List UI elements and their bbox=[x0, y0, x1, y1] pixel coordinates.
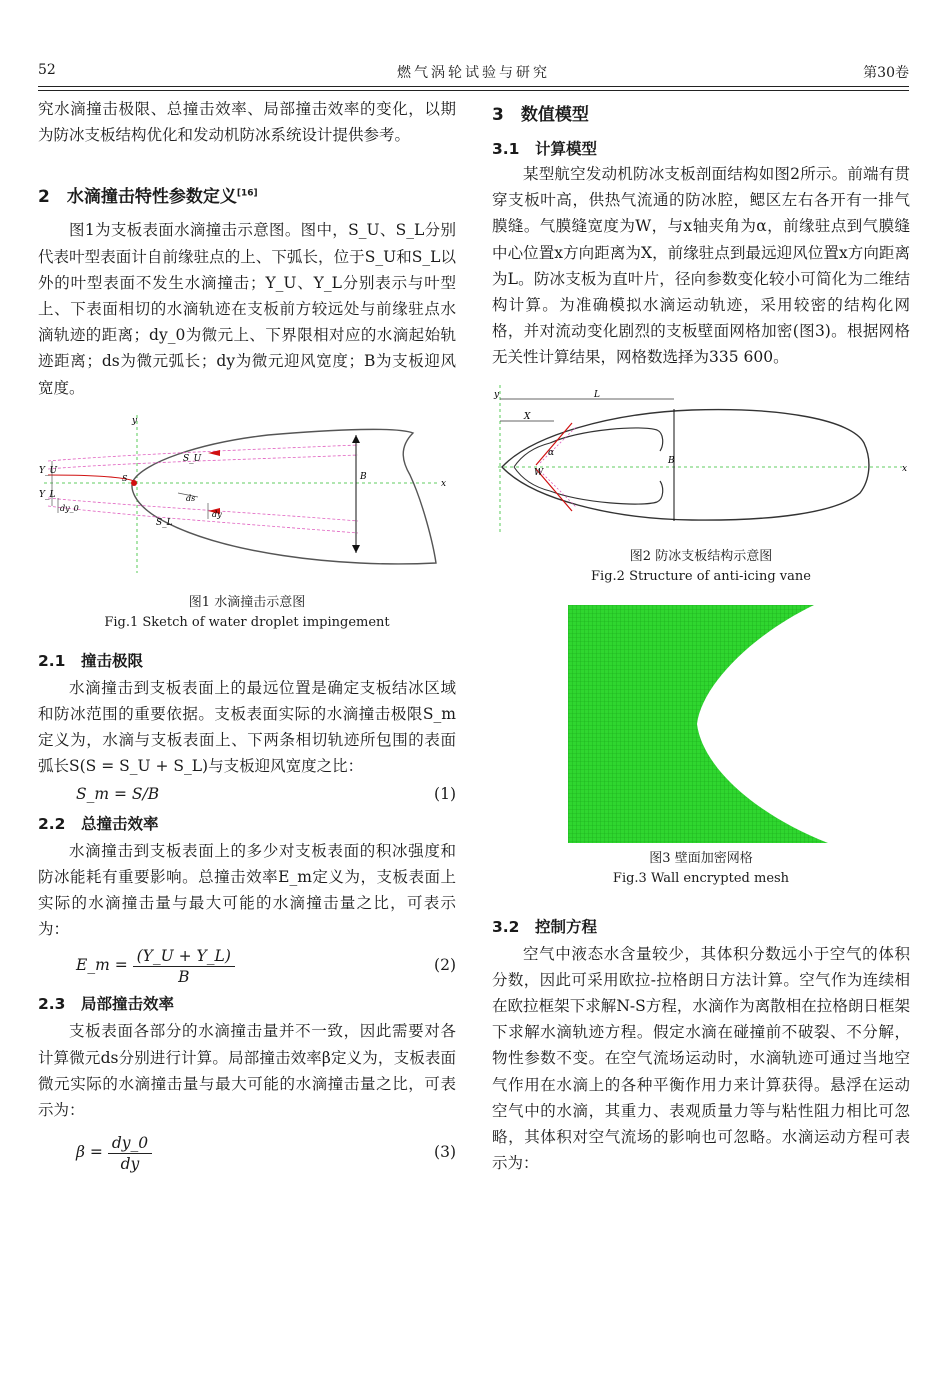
fig2-x-axis-label: x bbox=[902, 463, 908, 474]
section-2-3-paragraph: 支板表面各部分的水滴撞击量并不一致，因此需要对各计算微元ds分别进行计算。局部撞击效率β定义为，支板表面微元实际的水滴撞击量与最大可能的水滴撞击量之比，可表示为： bbox=[38, 1022, 456, 1120]
journal-title: 燃气涡轮试验与研究 bbox=[397, 65, 550, 81]
section-3-title: 3 数值模型 bbox=[492, 105, 589, 125]
fig2-caption-en: Fig.2 Structure of anti-icing vane bbox=[591, 568, 811, 584]
section-3-1-paragraph: 某型航空发动机防冰支板剖面结构如图2所示。前端有贯穿支板叶高，供热气流通的防冰腔，鳃区左右各开有一排气膜缝。气膜缝宽度为W，与x轴夹角为α，前缘驻点到气膜缝中心位置x方向距离为X，前缘驻点到最远迎风位置x方向距离为L。防冰支板为直叶片，径向参数变化较小可简化为二维结构计算。为准确模拟水滴运动轨迹，采用较密的结构化网格，并对流动变化剧烈的支板壁面网格加密(图3)。根据网格无关性计算结果，网格数选择为335 600。 bbox=[492, 165, 910, 367]
section-2-title: 2 水滴撞击特性参数定义[16] bbox=[38, 187, 258, 208]
fig1-sl-label: S_L bbox=[156, 517, 173, 528]
fig2-y-label: y bbox=[494, 389, 500, 400]
fig2-w-label: W bbox=[534, 467, 544, 478]
fig1-su-label: S_U bbox=[183, 453, 202, 464]
figure-1 bbox=[38, 413, 456, 591]
figure-2 bbox=[492, 385, 910, 545]
section-3-1-title: 3.1 计算模型 bbox=[492, 140, 597, 158]
equation-2: E_m = $\frac{(Y\_U + Y\_L)}{B}$ (2) bbox=[76, 946, 456, 986]
citation-ref[interactable]: [16] bbox=[236, 188, 258, 199]
wall-encrypted-mesh bbox=[492, 605, 910, 843]
section-2-1-title: 2.1 撞击极限 bbox=[38, 651, 143, 670]
fig1-yl-label: Y_L bbox=[39, 489, 56, 500]
equation-3: β = $\frac{dy\_0}{dy}$ (3) bbox=[76, 1133, 456, 1173]
anti-icing-vane-structure bbox=[492, 385, 910, 545]
section-2-paragraph: 图1为支板表面水滴撞击示意图。图中，S_U、S_L分别代表叶型表面计自前缘驻点的上、下弧长，位于S_U和S_L以外的叶型表面不发生水滴撞击；Y_U、Y_L分别表示与叶型上、下表面相切的水滴轨迹在支板前方较远处与前缘驻点水滴轨迹的距离；dy_0为微元上、下界限相对应的水滴起始轨迹距离；ds为微元弧长；dy为微元迎风宽度；B为支板迎风宽度。 bbox=[38, 221, 456, 397]
left-column bbox=[38, 96, 456, 1175]
fig1-caption-cn: 图1 水滴撞击示意图 bbox=[188, 594, 306, 610]
running-header bbox=[38, 62, 909, 84]
fig1-ds-label: ds bbox=[186, 493, 196, 503]
water-droplet-sketch bbox=[38, 413, 456, 591]
section-2-2-paragraph: 水滴撞击到支板表面上的多少对支板表面的积冰强度和防冰能耗有重要影响。总撞击效率E_m定义为，支板表面上实际的水滴撞击量与最大可能的水滴撞击量之比，可表示为： bbox=[38, 841, 456, 939]
right-column bbox=[492, 96, 910, 1176]
fig1-b-label: B bbox=[360, 471, 367, 482]
fig3-caption-en: Fig.3 Wall encrypted mesh bbox=[612, 870, 790, 886]
fig1-yu-label: Y_U bbox=[39, 465, 58, 476]
section-3-2-title: 3.2 控制方程 bbox=[492, 917, 597, 936]
equation-1: S_m = S/B (1) bbox=[76, 784, 456, 803]
header-rule-thick bbox=[38, 90, 909, 91]
volume-label: 第30卷 bbox=[863, 65, 909, 81]
fig2-l-label: L bbox=[594, 389, 600, 400]
fig1-caption-en: Fig.1 Sketch of water droplet impingement bbox=[104, 614, 390, 630]
fig1-dy0-label: dy_0 bbox=[60, 503, 79, 513]
section-2-1-paragraph: 水滴撞击到支板表面上的最远位置是确定支板结冰区域和防冰范围的重要依据。支板表面实际的水滴撞击极限S_m定义为，水滴与支板表面上、下两条相切轨迹所包围的表面弧长S(S = S_U + S_L)与支板迎风宽度之比： bbox=[38, 678, 456, 776]
section-2-2-title: 2.2 总撞击效率 bbox=[38, 814, 159, 833]
header-rule bbox=[38, 86, 909, 87]
fig2-alpha-label: α bbox=[548, 447, 555, 458]
fig1-s-label: S bbox=[122, 473, 128, 483]
fig1-x-label: x bbox=[441, 478, 447, 489]
fig3-caption-cn: 图3 壁面加密网格 bbox=[649, 850, 753, 866]
section-2-3-title: 2.3 局部撞击效率 bbox=[38, 995, 174, 1014]
intro-paragraph: 究水滴撞击极限、总撞击效率、局部撞击效率的变化，以期为防冰支板结构优化和发动机防冰系统设计提供参考。 bbox=[38, 100, 456, 145]
fig2-caption-cn: 图2 防冰支板结构示意图 bbox=[629, 548, 773, 564]
page-number: 52 bbox=[38, 62, 56, 78]
figure-3 bbox=[492, 605, 910, 843]
fig1-y-label: y bbox=[132, 415, 138, 426]
fig2-b-label: B bbox=[668, 455, 675, 466]
section-3-2-paragraph: 空气中液态水含量较少，其体积分数远小于空气的体积分数，因此可采用欧拉-拉格朗日方法计算。空气作为连续相在欧拉框架下求解N-S方程，水滴作为离散相在拉格朗日框架下求解水滴轨迹方程。假定水滴在碰撞前不破裂、不分解，物性参数不变。在空气流场运动时，水滴轨迹可通过当地空气作用在水滴上的各种平衡作用力来计算获得。悬浮在运动空气中的水滴，其重力、表观质量力等与粘性阻力相比可忽略，其体积对空气流场的影响也可忽略。水滴运动方程可表示为： bbox=[492, 944, 910, 1173]
fig1-dy-label: dy bbox=[212, 509, 222, 519]
fig2-x-dist-label: X bbox=[524, 411, 531, 422]
